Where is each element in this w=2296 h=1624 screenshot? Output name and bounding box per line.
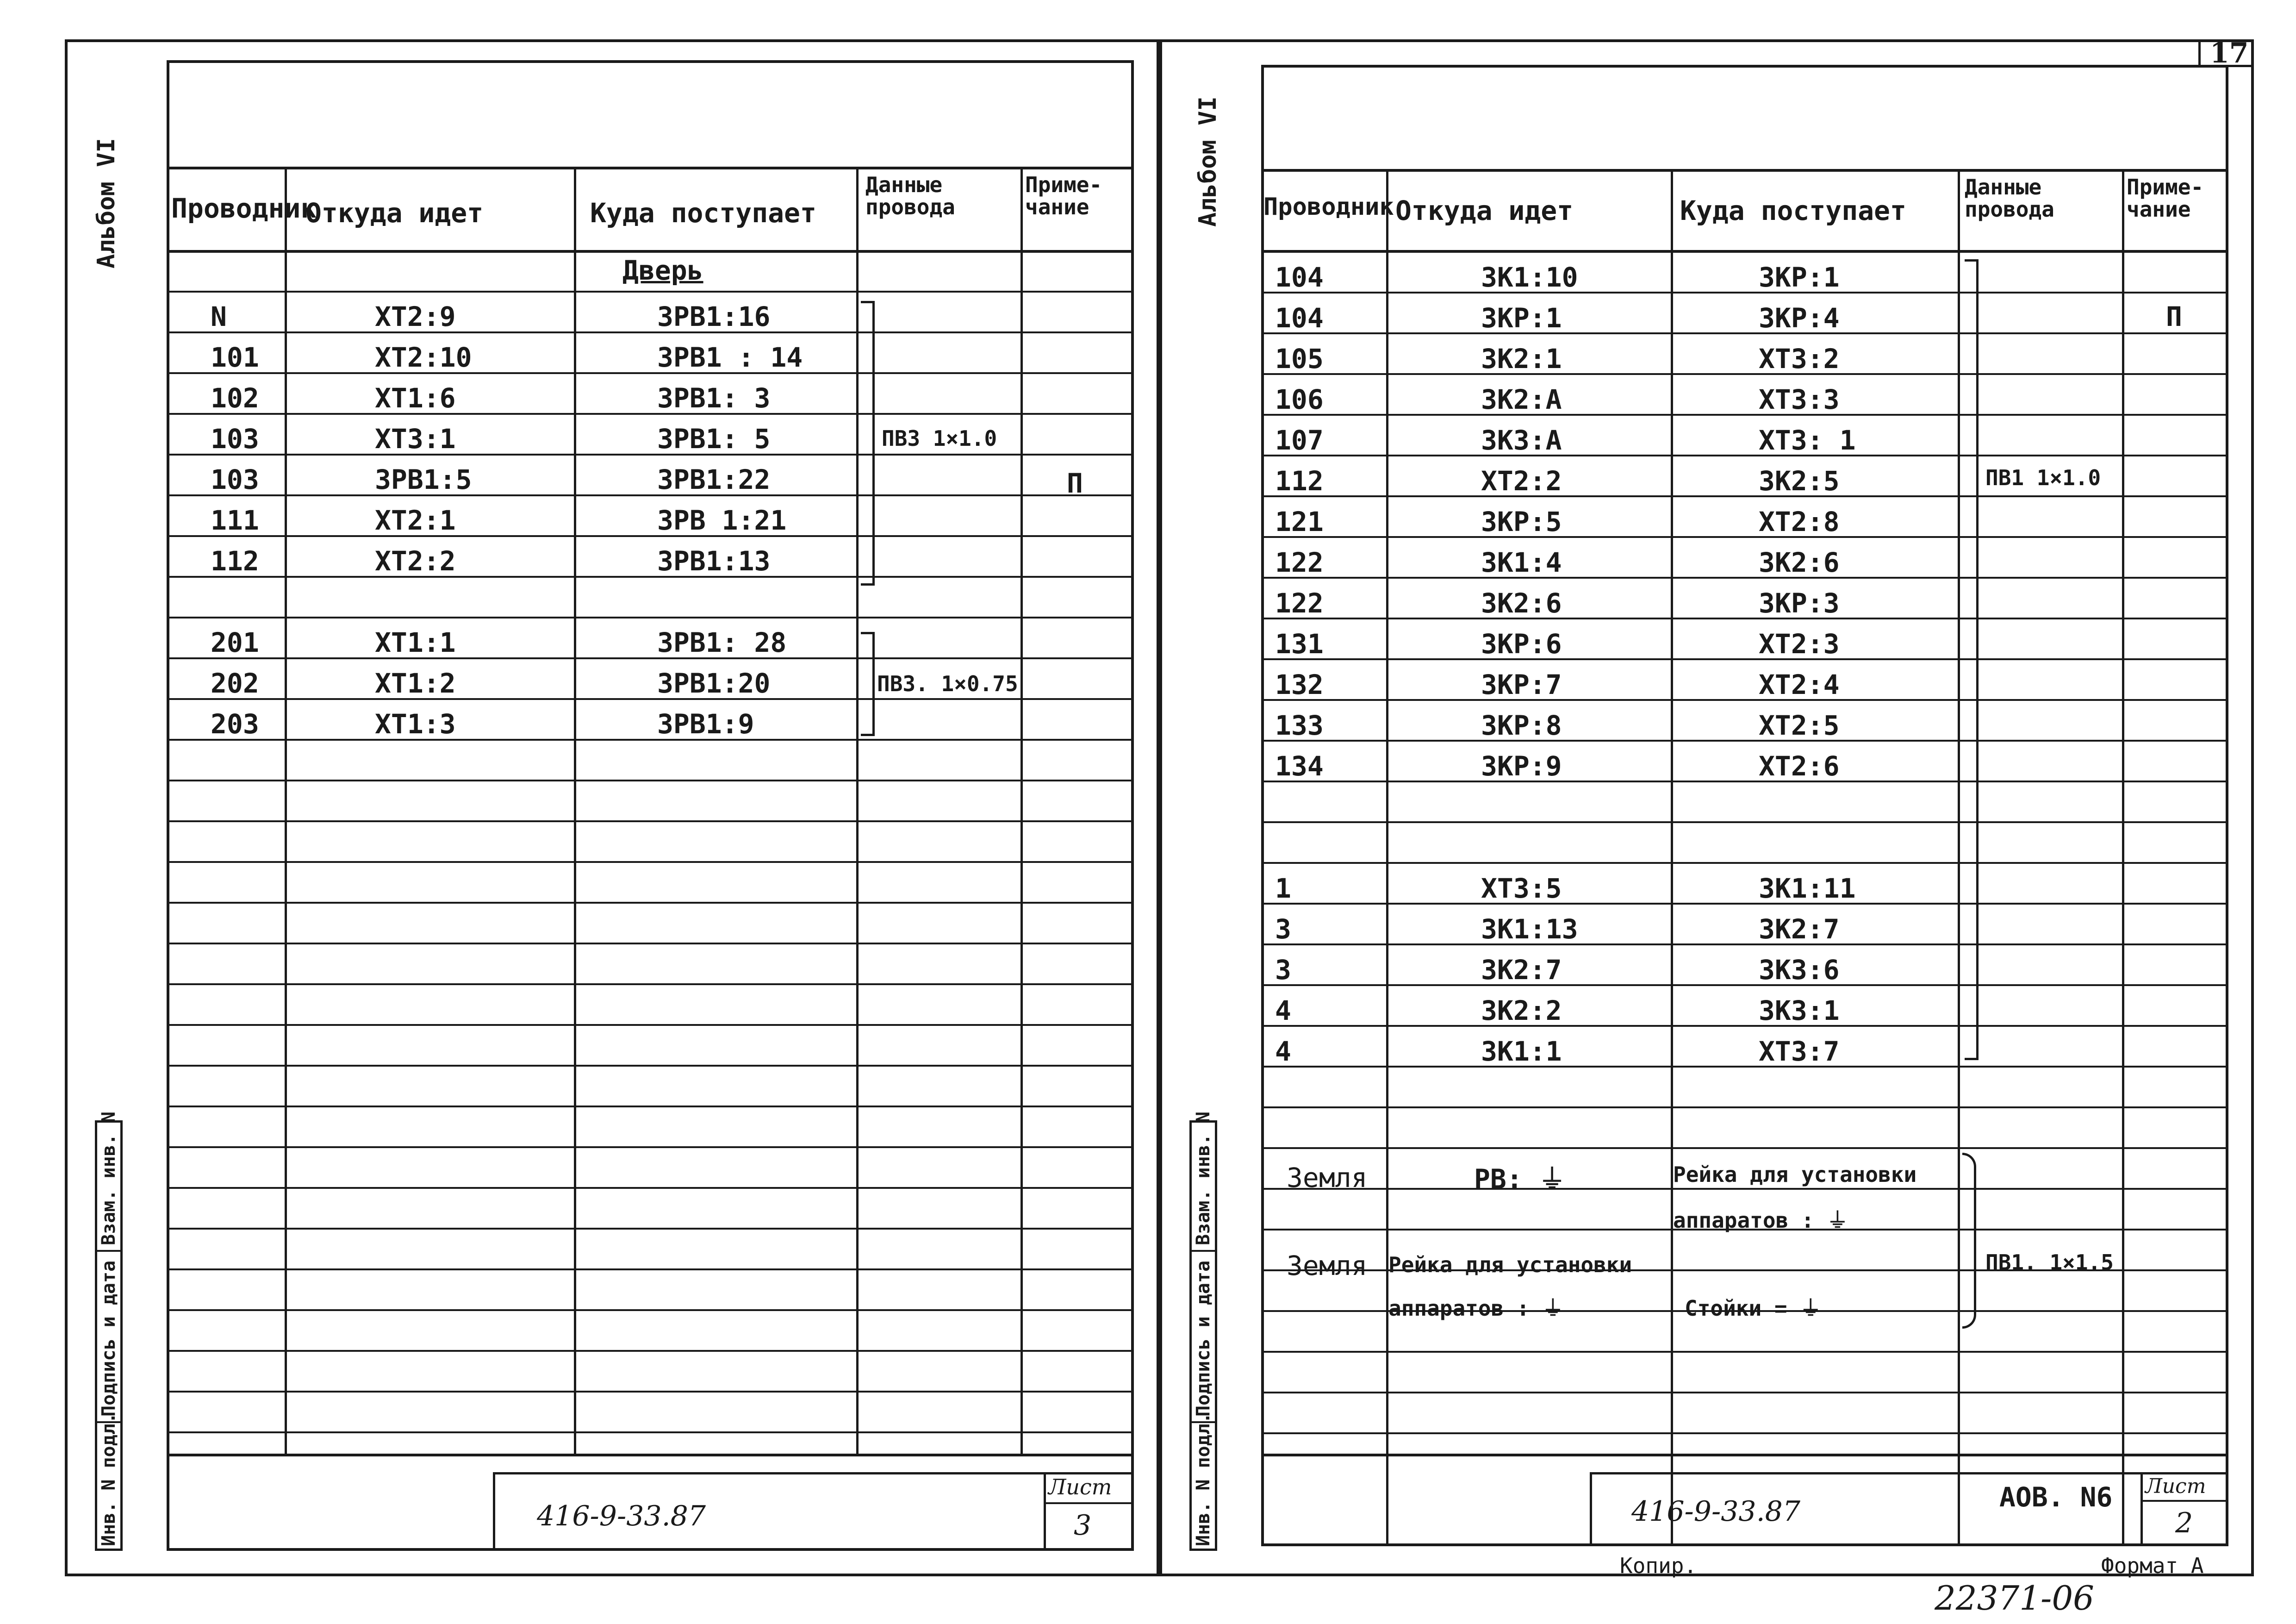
right-row-line xyxy=(1261,1188,2228,1190)
left-doc-code: 416-9-33.87 xyxy=(537,1500,706,1532)
archive-number: 22371-06 xyxy=(1935,1579,2094,1618)
right-row-16-col-1: 3K2:2 xyxy=(1481,995,1562,1026)
left-row-8-from: XT1:2 xyxy=(375,668,456,699)
right-row-line xyxy=(1261,1392,2228,1393)
left-row-line xyxy=(167,1187,1134,1189)
left-row-0-from: XT2:9 xyxy=(375,301,456,332)
right-row-9-col-0: 131 xyxy=(1275,628,1324,660)
right-note-p: П xyxy=(2166,301,2182,332)
left-row-7-to: 3PB1: 28 xyxy=(657,627,787,658)
left-row-line xyxy=(167,617,1134,618)
right-row-line xyxy=(1261,373,2228,375)
right-stamp-inv: Инв. N подл. xyxy=(1193,1412,1214,1546)
left-row-9-conductor: 203 xyxy=(211,708,259,740)
left-header-note: Приме- чание xyxy=(1025,172,1102,220)
ground-row-1-name: Земля xyxy=(1287,1162,1368,1193)
right-row-line xyxy=(1261,699,2228,701)
left-row-line xyxy=(167,902,1134,904)
left-stamp-replace: Взам. инв. N xyxy=(98,1112,119,1245)
left-row-4-to: 3PB1:22 xyxy=(657,464,771,495)
right-row-line xyxy=(1261,1147,2228,1149)
right-row-7-col-0: 122 xyxy=(1275,547,1324,578)
left-col-line-1 xyxy=(285,167,287,1454)
right-row-3-col-1: 3K2:A xyxy=(1481,384,1562,415)
right-row-5-col-0: 112 xyxy=(1275,465,1324,497)
left-row-9-from: XT1:3 xyxy=(375,708,456,740)
right-header-from: Откуда идет xyxy=(1395,195,1574,226)
left-row-0-to: 3PB1:16 xyxy=(657,301,771,332)
right-row-11-col-2: XT2:5 xyxy=(1759,710,1840,741)
left-titleblock-sheet-div xyxy=(1044,1502,1134,1504)
left-header-bottom-line xyxy=(167,250,1134,253)
left-brace-1 xyxy=(861,301,875,586)
right-row-line xyxy=(1261,1066,2228,1068)
right-row-line xyxy=(1261,1432,2228,1434)
left-row-line xyxy=(167,698,1134,700)
left-row-line xyxy=(167,331,1134,333)
left-row-4-note: П xyxy=(1067,468,1083,499)
right-row-line xyxy=(1261,618,2228,619)
right-header-top-line xyxy=(1261,169,2228,172)
right-col-line-3 xyxy=(1958,169,1960,1546)
right-row-line xyxy=(1261,740,2228,742)
right-col-line-2 xyxy=(1671,169,1673,1546)
left-row-line xyxy=(167,1268,1134,1270)
left-row-3-from: XT3:1 xyxy=(375,423,456,455)
left-row-line xyxy=(167,739,1134,741)
right-row-4-col-0: 107 xyxy=(1275,425,1324,456)
right-row-1-col-1: 3KP:1 xyxy=(1481,302,1562,334)
left-row-5-to: 3PB 1:21 xyxy=(657,505,787,536)
right-row-12-col-1: 3KP:9 xyxy=(1481,750,1562,782)
right-row-13-col-2: 3K1:11 xyxy=(1759,873,1856,904)
right-row-13-col-1: XT3:5 xyxy=(1481,873,1562,904)
left-col-line-3 xyxy=(856,167,859,1454)
right-row-15-col-1: 3K2:7 xyxy=(1481,954,1562,986)
right-row-line xyxy=(1261,1351,2228,1353)
right-row-16-col-0: 4 xyxy=(1275,995,1291,1026)
right-row-4-col-2: XT3: 1 xyxy=(1759,425,1856,456)
right-row-16-col-2: 3K3:1 xyxy=(1759,995,1840,1026)
right-row-10-col-0: 132 xyxy=(1275,669,1324,700)
right-row-10-col-2: XT2:4 xyxy=(1759,669,1840,700)
left-row-2-conductor: 102 xyxy=(211,382,259,414)
left-row-5-conductor: 111 xyxy=(211,505,259,536)
ground-row-1-from: PB: ⏚ xyxy=(1474,1163,1566,1195)
right-row-14-col-0: 3 xyxy=(1275,913,1291,945)
left-row-line xyxy=(167,1309,1134,1311)
left-row-line xyxy=(167,943,1134,944)
ground-row-1-to2: аппаратов : ⏚ xyxy=(1673,1208,1848,1233)
ground-row-2-name: Земля xyxy=(1287,1250,1368,1281)
left-row-8-to: 3PB1:20 xyxy=(657,668,771,699)
right-album-label: Альбом VI xyxy=(1194,96,1222,227)
right-titleblock-sheet-line xyxy=(2140,1472,2143,1546)
right-row-0-col-0: 104 xyxy=(1275,262,1324,293)
right-row-line xyxy=(1261,984,2228,986)
right-wire-main: ПВ1 1×1.0 xyxy=(1985,465,2101,490)
left-row-1-from: XT2:10 xyxy=(375,342,472,373)
left-header-to: Куда поступает xyxy=(590,197,816,229)
right-row-12-col-0: 134 xyxy=(1275,750,1324,782)
left-row-line xyxy=(167,820,1134,822)
right-row-11-col-1: 3KP:8 xyxy=(1481,710,1562,741)
left-row-2-to: 3PB1: 3 xyxy=(657,382,771,414)
right-row-15-col-0: 3 xyxy=(1275,954,1291,986)
right-row-2-col-0: 105 xyxy=(1275,343,1324,375)
right-row-14-col-2: 3K2:7 xyxy=(1759,913,1840,945)
left-row-line xyxy=(167,1024,1134,1026)
left-row-1-to: 3PB1 : 14 xyxy=(657,342,803,373)
left-col-line-2 xyxy=(574,167,576,1454)
left-row-line xyxy=(167,657,1134,659)
right-copied-label: Копир. xyxy=(1620,1553,1697,1578)
right-brace-ground xyxy=(1962,1153,1976,1329)
right-row-line xyxy=(1261,536,2228,538)
ground-row-2-from1: Рейка для установки xyxy=(1388,1252,1632,1277)
left-row-7-from: XT1:1 xyxy=(375,627,456,658)
right-row-line xyxy=(1261,332,2228,334)
right-row-9-col-1: 3KP:6 xyxy=(1481,628,1562,660)
left-sheet-number: 3 xyxy=(1074,1509,1092,1542)
left-row-5-from: XT2:1 xyxy=(375,505,456,536)
left-row-line xyxy=(167,1391,1134,1393)
right-row-line xyxy=(1261,862,2228,864)
right-ground-wire: ПВ1. 1×1.5 xyxy=(1985,1250,2114,1275)
right-row-line xyxy=(1261,577,2228,579)
right-row-line xyxy=(1261,943,2228,945)
left-row-3-conductor: 103 xyxy=(211,423,259,455)
right-row-line xyxy=(1261,495,2228,497)
left-row-6-to: 3PB1:13 xyxy=(657,545,771,577)
right-header-to: Куда поступает xyxy=(1680,195,1906,226)
right-row-10-col-1: 3KP:7 xyxy=(1481,669,1562,700)
right-row-12-col-2: XT2:6 xyxy=(1759,750,1840,782)
left-row-8-conductor: 202 xyxy=(211,668,259,699)
left-row-0-conductor: N xyxy=(211,301,227,332)
right-row-5-col-1: XT2:2 xyxy=(1481,465,1562,497)
right-doc-ref: АОВ. N6 xyxy=(1999,1481,2113,1513)
left-row-line xyxy=(167,576,1134,578)
right-row-17-col-1: 3K1:1 xyxy=(1481,1036,1562,1067)
left-row-7-conductor: 201 xyxy=(211,627,259,658)
ground-row-2-from2: аппаратов : ⏚ xyxy=(1388,1296,1564,1321)
right-row-line xyxy=(1261,821,2228,823)
right-row-line xyxy=(1261,292,2228,294)
right-row-0-col-1: 3K1:10 xyxy=(1481,262,1578,293)
left-brace-2 xyxy=(861,632,875,736)
right-titleblock-sheet-div xyxy=(2140,1500,2228,1502)
left-row-line xyxy=(167,1146,1134,1148)
right-row-1-col-0: 104 xyxy=(1275,302,1324,334)
left-row-line xyxy=(167,780,1134,781)
left-row-line xyxy=(167,861,1134,863)
right-stamp-sign: Подпись и дата xyxy=(1193,1260,1214,1417)
right-row-4-col-1: 3K3:A xyxy=(1481,425,1562,456)
left-row-line xyxy=(167,413,1134,415)
left-stamp-sign: Подпись и дата xyxy=(98,1260,119,1417)
right-row-6-col-2: XT2:8 xyxy=(1759,506,1840,537)
right-sheet-label: Лист xyxy=(2145,1474,2206,1498)
right-row-7-col-1: 3K1:4 xyxy=(1481,547,1562,578)
right-doc-code: 416-9-33.87 xyxy=(1631,1495,1801,1528)
right-row-3-col-2: XT3:3 xyxy=(1759,384,1840,415)
left-row-1-conductor: 101 xyxy=(211,342,259,373)
left-header-from: Откуда идет xyxy=(305,197,484,229)
left-row-line xyxy=(167,454,1134,456)
right-row-2-col-2: XT3:2 xyxy=(1759,343,1840,375)
left-row-line xyxy=(167,1431,1134,1433)
right-row-17-col-2: XT3:7 xyxy=(1759,1036,1840,1067)
left-row-9-to: 3PB1:9 xyxy=(657,708,754,740)
left-row-3-to: 3PB1: 5 xyxy=(657,423,771,455)
left-row-line xyxy=(167,535,1134,537)
right-row-line xyxy=(1261,414,2228,416)
left-row-4-from: 3PB1:5 xyxy=(375,464,472,495)
right-row-line xyxy=(1261,658,2228,660)
right-row-line xyxy=(1261,1025,2228,1027)
right-row-15-col-2: 3K3:6 xyxy=(1759,954,1840,986)
left-stamp-inv: Инв. N подл. xyxy=(98,1412,119,1546)
left-header-wire: Данные провода xyxy=(865,172,955,220)
right-row-0-col-2: 3KP:1 xyxy=(1759,262,1840,293)
right-row-2-col-1: 3K2:1 xyxy=(1481,343,1562,375)
right-titleblock-top xyxy=(1261,1454,2228,1456)
right-row-11-col-0: 133 xyxy=(1275,710,1324,741)
right-row-8-col-1: 3K2:6 xyxy=(1481,587,1562,619)
left-row-line xyxy=(167,1065,1134,1067)
right-row-line xyxy=(1261,1106,2228,1108)
right-row-13-col-0: 1 xyxy=(1275,873,1291,904)
left-sheet-label: Лист xyxy=(1048,1474,1112,1499)
left-album-label: Альбом VI xyxy=(93,138,120,269)
right-row-line xyxy=(1261,903,2228,905)
left-section-title: Дверь xyxy=(622,255,703,286)
right-header-conductor: Проводник xyxy=(1263,193,1394,221)
right-header-bottom-line xyxy=(1261,250,2228,253)
right-row-17-col-0: 4 xyxy=(1275,1036,1291,1067)
left-col-line-4 xyxy=(1020,167,1023,1454)
left-row-3-wire: ПВЗ 1×1.0 xyxy=(882,426,997,451)
right-col-line-1 xyxy=(1386,169,1388,1546)
left-row-line xyxy=(167,983,1134,985)
right-stamp-div-1 xyxy=(1189,1250,1217,1252)
right-row-9-col-2: XT2:3 xyxy=(1759,628,1840,660)
right-page-number: 17 xyxy=(2210,37,2249,69)
right-brace-main xyxy=(1965,259,1979,1060)
right-row-6-col-0: 121 xyxy=(1275,506,1324,537)
left-row-line xyxy=(167,494,1134,496)
left-row-2-from: XT1:6 xyxy=(375,382,456,414)
right-row-1-col-2: 3KP:4 xyxy=(1759,302,1840,334)
left-row-line xyxy=(167,1106,1134,1107)
right-row-14-col-1: 3K1:13 xyxy=(1481,913,1578,945)
right-sheet-number: 2 xyxy=(2175,1507,2193,1539)
right-stamp-replace: Взам. инв. N xyxy=(1193,1112,1214,1245)
left-header-top-line xyxy=(167,167,1134,169)
left-row-4-conductor: 103 xyxy=(211,464,259,495)
right-row-line xyxy=(1261,455,2228,456)
right-row-8-col-0: 122 xyxy=(1275,587,1324,619)
left-row-8-wire: ПВЗ. 1×0.75 xyxy=(877,671,1018,696)
ground-row-1-to1: Рейка для установки xyxy=(1673,1162,1917,1187)
left-row-line xyxy=(167,291,1134,293)
right-header-wire: Данные провода xyxy=(1965,175,2054,222)
left-row-line xyxy=(167,1228,1134,1230)
right-row-8-col-2: 3KP:3 xyxy=(1759,587,1840,619)
ground-row-2-to: Стойки = ⏚ xyxy=(1685,1296,1822,1321)
right-row-3-col-0: 106 xyxy=(1275,384,1324,415)
right-col-line-4 xyxy=(2122,169,2124,1546)
left-header-conductor: Проводник xyxy=(171,193,317,224)
right-format-label: Формат А xyxy=(2101,1553,2204,1578)
right-row-7-col-2: 3K2:6 xyxy=(1759,547,1840,578)
left-row-6-conductor: 112 xyxy=(211,545,259,577)
left-stamp-div-1 xyxy=(95,1250,123,1252)
left-titleblock-sheet-line xyxy=(1044,1472,1046,1551)
right-header-note: Приме- чание xyxy=(2127,175,2204,222)
left-row-line xyxy=(167,372,1134,374)
right-row-6-col-1: 3KP:5 xyxy=(1481,506,1562,537)
right-row-line xyxy=(1261,781,2228,782)
left-row-line xyxy=(167,1350,1134,1352)
left-row-6-from: XT2:2 xyxy=(375,545,456,577)
right-table-frame xyxy=(1261,65,2228,1546)
right-row-5-col-2: 3K2:5 xyxy=(1759,465,1840,497)
left-titleblock-top xyxy=(167,1454,1134,1456)
